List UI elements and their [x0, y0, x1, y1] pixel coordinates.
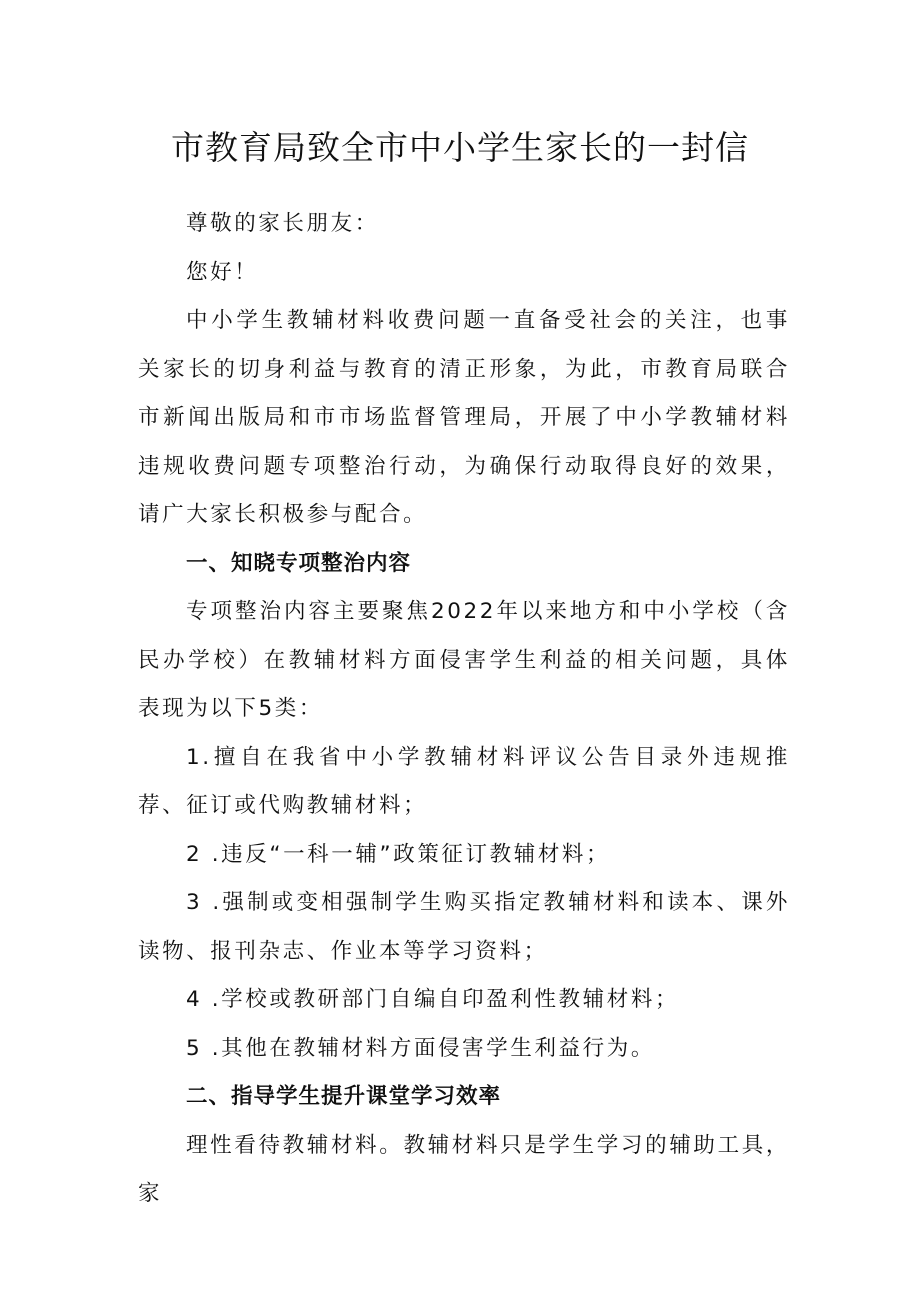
list-item: 2 .违反“一科一辅”政策征订教辅材料；: [186, 841, 611, 867]
document-title: 市教育局致全市中小学生家长的一封信: [171, 128, 749, 167]
list-item: 4 .学校或教研部门自编自印盈利性教辅材料；: [186, 987, 680, 1012]
section-2-paragraph: 理性看待教辅材料。教辅材料只是学生学习的辅助工具，家: [138, 1132, 790, 1206]
section-1-paragraph: 专项整治内容主要聚焦2022年以来地方和中小学校（含 民办学校）在教辅材料方面侵害学生利益的相关问题，具体 表现为以下5类：: [138, 599, 790, 721]
list-item: 1.擅自在我省中小学教辅材料评议公告目录外违规推 荐、征订或代购教辅材料；: [138, 744, 790, 818]
section-heading-1: 一、知晓专项整治内容: [186, 550, 412, 576]
list-item: 5 .其他在教辅材料方面侵害学生利益行为。: [186, 1035, 655, 1061]
section-heading-2: 二、指导学生提升课堂学习效率: [186, 1084, 502, 1109]
greeting: 您好！: [186, 259, 259, 285]
intro-paragraph: 中小学生教辅材料收费问题一直备受社会的关注，也事 关家长的切身利益与教育的清正形象，为此，市教育局联合 市新闻出版局和市市场监督管理局，开展了中小学教辅材料 违规收费问题专项整治行动，为确保行动取得良好的效果， 请广大家长积极参与配合。: [138, 308, 790, 527]
document-body: [138, 200, 790, 1219]
list-item: 3 .强制或变相强制学生购买指定教辅材料和读本、课外 读物、报刊杂志、作业本等学习资料；: [138, 890, 790, 964]
salutation: 尊敬的家长朋友：: [186, 211, 379, 236]
